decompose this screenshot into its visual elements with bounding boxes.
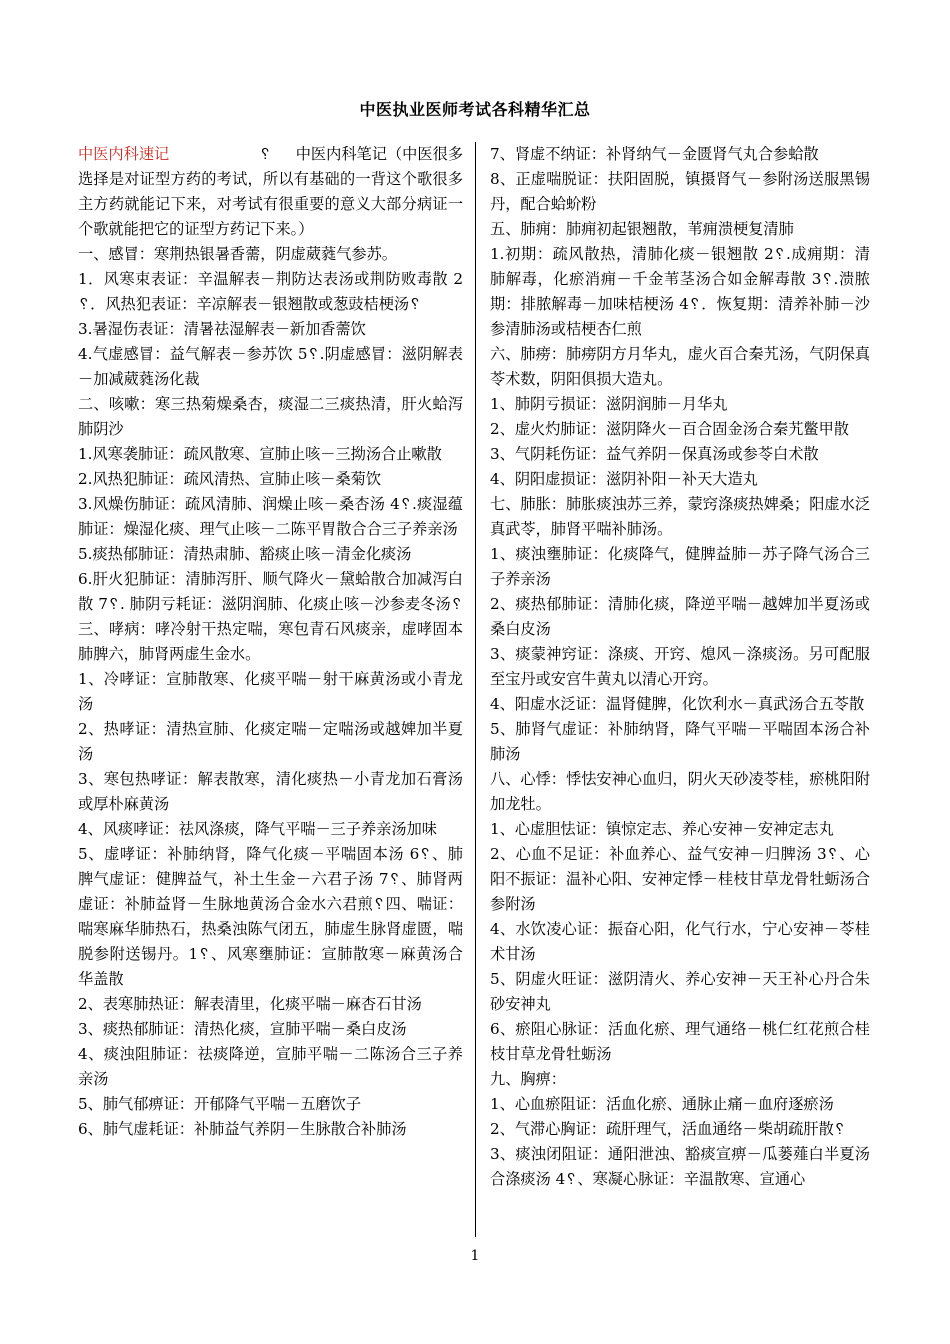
left-column [78, 142, 463, 1242]
text-line: 2、表寒肺热证：解表清里，化痰平喘－麻杏石甘汤 [78, 995, 422, 1013]
text-line: 5、肺肾气虚证：补肺纳肾，降气平喘－平喘固本汤合补肺汤 [490, 720, 870, 763]
text-line: 3.暑湿伤表证：清暑祛湿解表－新加香薷饮 [78, 320, 366, 338]
text-line: 3、痰浊闭阻证：通阳泄浊、豁痰宣痹－瓜蒌薤白半夏汤合涤痰汤 4␦、寒凝心脉证：辛温散寒、宣通心 [490, 1145, 870, 1188]
text-line: 九、胸痹： [490, 1070, 566, 1088]
text-line: 6、肺气虚耗证：补肺益气养阴－生脉散合补肺汤 [78, 1120, 407, 1138]
text-line: 5、虚哮证：补肺纳肾，降气化痰－平喘固本汤 6␦、肺脾气虚证：健脾益气，补土生金－六君子汤 7␦、肺肾两虚证：补肺益肾－生脉地黄汤合金水六君煎␦四、喘证：喘寒麻华肺热石，热桑浊陈气闭五，肺虚生脉肾虚匮，喘脱参附送锡丹。1␦、风寒壅肺证：宣肺散寒－麻黄汤合华盖散 [78, 845, 463, 988]
text-line: 4、风痰哮证：祛风涤痰，降气平喘－三子养亲汤加味 [78, 820, 437, 838]
page-number: 1 [470, 1248, 480, 1264]
left-paragraph-list [78, 242, 463, 1142]
column-divider [475, 142, 476, 1237]
text-line: 2、痰热郁肺证：清肺化痰，降逆平喘－越婢加半夏汤或桑白皮汤 [490, 595, 870, 638]
text-line: 5.痰热郁肺证：清热肃肺、豁痰止咳－清金化痰汤 [78, 545, 412, 563]
text-line: 4、水饮凌心证：振奋心阳，化气行水，宁心安神－苓桂术甘汤 [490, 920, 870, 963]
text-line: 4、阴阳虚损证：滋阴补阳－补天大造丸 [490, 470, 758, 488]
text-line: 4、痰浊阻肺证：祛痰降逆，宣肺平喘－二陈汤合三子养亲汤 [78, 1045, 463, 1088]
text-line: 二、咳嗽：寒三热菊燥桑杏，痰湿二三痰热清，肝火蛤泻肺阴沙 [78, 395, 463, 438]
text-line: 5、肺气郁痹证：开郁降气平喘－五磨饮子 [78, 1095, 362, 1113]
section-heading-paragraph [78, 142, 463, 242]
text-line: 7、肾虚不纳证：补肾纳气－金匮肾气丸合参蛤散 [490, 145, 819, 163]
text-line: 2、热哮证：清热宣肺、化痰定喘－定喘汤或越婢加半夏汤 [78, 720, 463, 763]
text-line: 4.气虚感冒：益气解表－参苏饮 5␦.阴虚感冒：滋阴解表－加减葳蕤汤化裁 [78, 345, 463, 388]
intro-text: 中医内科笔记（中医很多选择是对证型方药的考试，所以有基础的一背这个歌很多主方药就能记下来，对考试有很重要的意义大部分病证一个歌就能把它的证型方药记下来。） [78, 145, 463, 238]
text-line: 1、肺阴亏损证：滋阴润肺－月华丸 [490, 395, 728, 413]
text-line: 2、虚火灼肺证：滋阴降火－百合固金汤合秦艽鳖甲散 [490, 420, 849, 438]
text-line: 1.风寒袭肺证：疏风散寒、宣肺止咳－三拗汤合止嗽散 [78, 445, 442, 463]
text-line: 5、阴虚火旺证：滋阴清火、养心安神－天王补心丹合朱砂安神丸 [490, 970, 870, 1013]
text-line: 1.初期：疏风散热，清肺化痰－银翘散 2␦.成痈期：清肺解毒，化瘀消痈－千金苇茎汤合如金解毒散 3␦.溃脓期：排脓解毒－加味桔梗汤 4␦．恢复期：清养补肺－沙参清肺汤或桔梗杏仁煎 [490, 245, 870, 338]
text-line: 2.风热犯肺证：疏风清热、宣肺止咳－桑菊饮 [78, 470, 382, 488]
text-line: 2、气滞心胸证：疏肝理气，活血通络－柴胡疏肝散␦ [490, 1120, 846, 1138]
text-line: 3、气阴耗伤证：益气养阴－保真汤或参苓白术散 [490, 445, 819, 463]
right-paragraph-list [490, 142, 870, 1192]
page-title: 中医执业医师考试各科精华汇总 [359, 100, 591, 119]
text-line: 3、痰热郁肺证：清热化痰，宣肺平喘－桑白皮汤 [78, 1020, 407, 1038]
text-line: 8、正虚喘脱证：扶阳固脱，镇摄肾气－参附汤送服黑锡丹，配合蛤蚧粉 [490, 170, 870, 213]
heading-mark: ␦ [259, 145, 272, 163]
text-line: 1．风寒束表证：辛温解表－荆防达表汤或荆防败毒散 2␦．风热犯表证：辛凉解表－银翘散或葱豉桔梗汤␦ [78, 270, 463, 313]
text-line: 八、心悸：悸怯安神心血归，阴火天砂凌苓桂，瘀桃阳附加龙牡。 [490, 770, 870, 813]
text-line: 3.风燥伤肺证：疏风清肺、润燥止咳－桑杏汤 4␦.痰湿蕴肺证：燥湿化痰、理气止咳－二陈平胃散合合三子养亲汤 [78, 495, 463, 538]
text-line: 3、痰蒙神窍证：涤痰、开窍、熄风－涤痰汤。另可配服至宝丹或安宫牛黄丸以清心开窍。 [490, 645, 870, 688]
text-line: 3、寒包热哮证：解表散寒，清化痰热－小青龙加石膏汤或厚朴麻黄汤 [78, 770, 463, 813]
text-line: 6、瘀阻心脉证：活血化瘀、理气通络－桃仁红花煎合桂枝甘草龙骨牡蛎汤 [490, 1020, 870, 1063]
text-line: 4、阳虚水泛证：温肾健脾，化饮利水－真武汤合五苓散 [490, 695, 865, 713]
text-line: 六、肺痨：肺痨阴方月华丸，虚火百合秦艽汤，气阴保真苓术数，阴阳俱损大造丸。 [490, 345, 870, 388]
text-line: 1、痰浊壅肺证：化痰降气，健脾益肺－苏子降气汤合三子养亲汤 [490, 545, 870, 588]
text-line: 一、感冒：寒荆热银暑香薷，阴虚葳蕤气参苏。 [78, 245, 397, 263]
text-line: 1、心虚胆怯证：镇惊定志、养心安神－安神定志丸 [490, 820, 834, 838]
text-line: 五、肺痈：肺痈初起银翘散，苇痈溃梗复清肺 [490, 220, 794, 238]
section-heading: 中医内科速记 [78, 145, 170, 163]
text-line: 6.肝火犯肺证：清肺泻肝、顺气降火－黛蛤散合加减泻白散 7␦. 肺阴亏耗证：滋阴润肺、化痰止咳－沙参麦冬汤␦三、哮病：哮冷射干热定喘，寒包青石风痰亲，虚哮固本肺脾六，肺肾两虚生金水。 [78, 570, 463, 663]
right-column [490, 142, 870, 1242]
text-line: 2、心血不足证：补血养心、益气安神－归脾汤 3␦、心阳不振证：温补心阳、安神定悸－桂枝甘草龙骨牡蛎汤合参附汤 [490, 845, 870, 913]
text-line: 1、心血瘀阻证：活血化瘀、通脉止痛－血府逐瘀汤 [490, 1095, 834, 1113]
text-line: 七、肺胀：肺胀痰浊苏三养，蒙窍涤痰热婢桑；阳虚水泛真武苓，肺肾平喘补肺汤。 [490, 495, 870, 538]
text-line: 1、冷哮证：宣肺散寒、化痰平喘－射干麻黄汤或小青龙汤 [78, 670, 463, 713]
